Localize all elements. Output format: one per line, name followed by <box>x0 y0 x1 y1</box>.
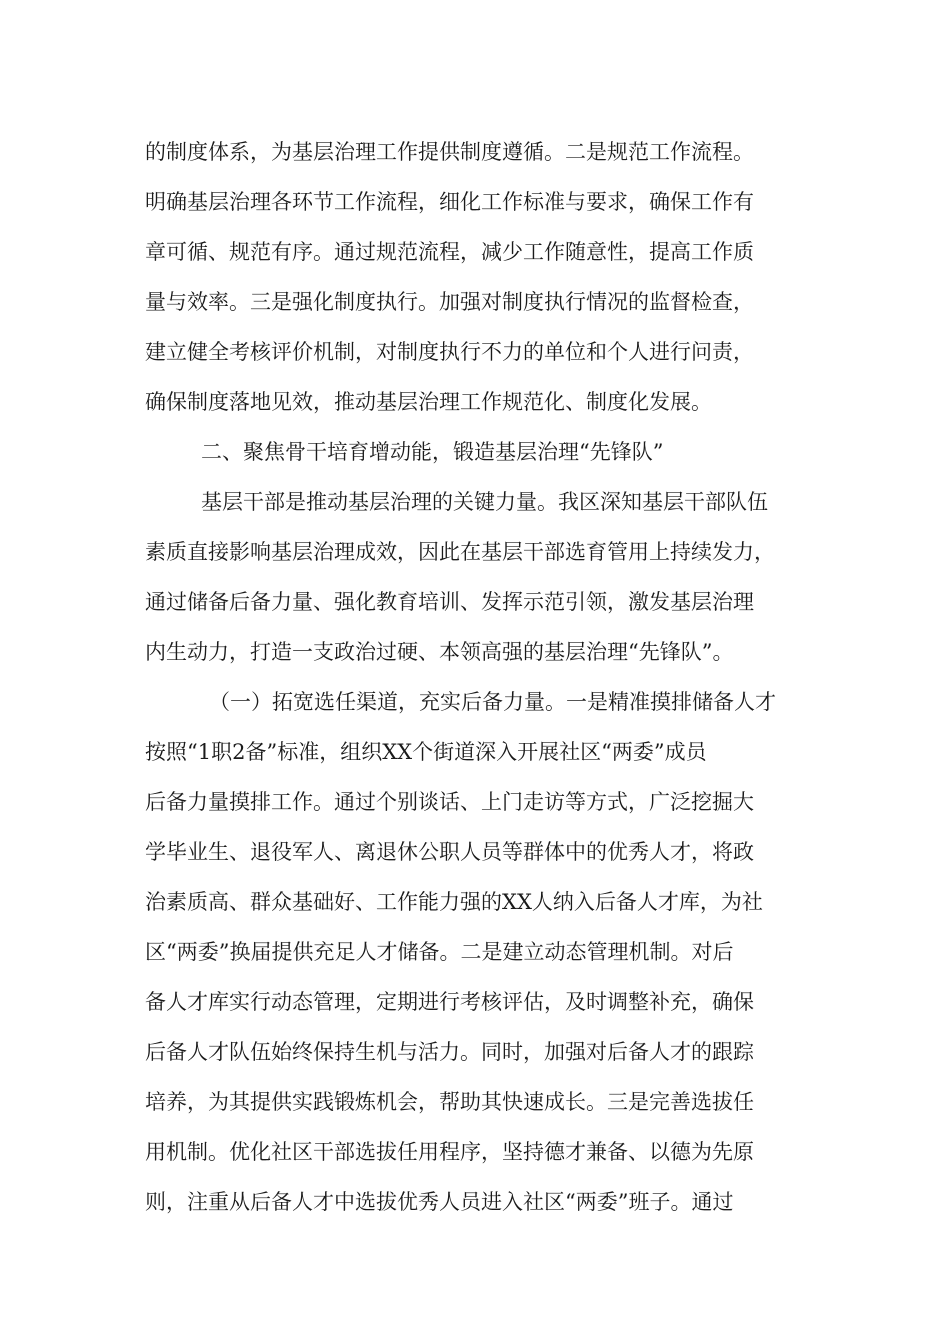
text-line: 明确基层治理各环节工作流程，细化工作标准与要求，确保工作有 <box>145 190 754 214</box>
text-line: 治素质高、群众基础好、工作能力强的XX人纳入后备人才库，为社 <box>145 890 763 914</box>
text-line: 量与效率。三是强化制度执行。加强对制度执行情况的监督检查， <box>145 290 754 314</box>
text-line: 区“两委”换届提供充足人才储备。二是建立动态管理机制。对后 <box>145 940 734 964</box>
text-line: 的制度体系，为基层治理工作提供制度遵循。二是规范工作流程。 <box>145 140 754 164</box>
text-line: 后备人才队伍始终保持生机与活力。同时，加强对后备人才的跟踪 <box>145 1040 754 1064</box>
section-heading: 二、聚焦骨干培育增动能，锻造基层治理“先锋队” <box>201 440 664 464</box>
text-line: 后备力量摸排工作。通过个别谈话、上门走访等方式，广泛挖掘大 <box>145 790 754 814</box>
text-line: 建立健全考核评价机制，对制度执行不力的单位和个人进行问责， <box>145 340 754 364</box>
text-line: 通过储备后备力量、强化教育培训、发挥示范引领，激发基层治理 <box>145 590 754 614</box>
text-line: 基层干部是推动基层治理的关键力量。我区深知基层干部队伍 <box>201 490 768 514</box>
text-line: 则，注重从后备人才中选拔优秀人员进入社区“两委”班子。通过 <box>145 1190 734 1214</box>
body-text <box>145 127 815 1227</box>
text-line: 素质直接影响基层治理成效，因此在基层干部选育管用上持续发力， <box>145 540 775 564</box>
text-line: 内生动力，打造一支政治过硬、本领高强的基层治理“先锋队”。 <box>145 640 734 664</box>
text-line: 备人才库实行动态管理，定期进行考核评估，及时调整补充，确保 <box>145 990 754 1014</box>
text-line: 按照“1职2备”标准，组织XX个街道深入开展社区“两委”成员 <box>145 740 707 764</box>
subsection-heading: （一）拓宽选任渠道，充实后备力量。一是精准摸排储备人才 <box>209 690 776 714</box>
text-line: 章可循、规范有序。通过规范流程，减少工作随意性，提高工作质 <box>145 240 754 264</box>
text-line: 培养，为其提供实践锻炼机会，帮助其快速成长。三是完善选拔任 <box>145 1090 754 1114</box>
text-line: 学毕业生、退役军人、离退休公职人员等群体中的优秀人才，将政 <box>145 840 754 864</box>
text-line: 用机制。优化社区干部选拔任用程序，坚持德才兼备、以德为先原 <box>145 1140 754 1164</box>
text-line: 确保制度落地见效，推动基层治理工作规范化、制度化发展。 <box>145 390 712 414</box>
